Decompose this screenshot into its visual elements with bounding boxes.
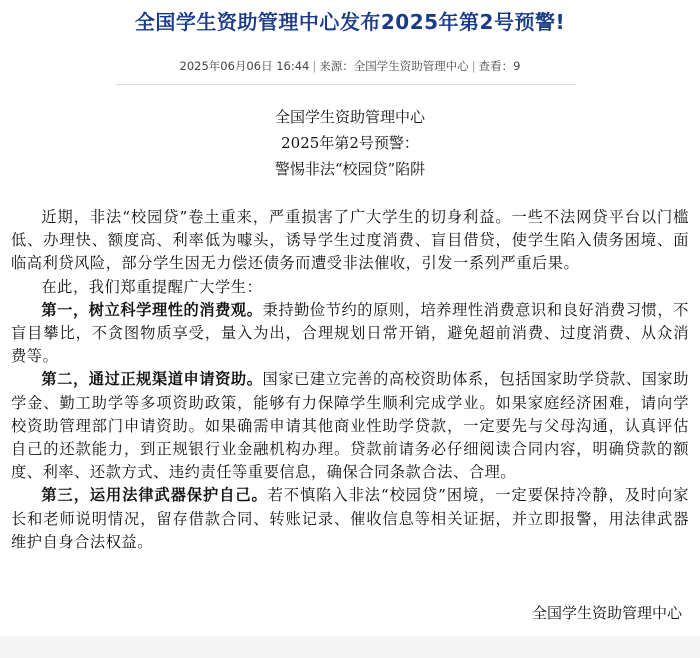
article-headline: 全国学生资助管理中心发布2025年第2号预警! — [134, 10, 566, 34]
publish-datetime: 2025年06月06日 16:44 — [179, 59, 310, 73]
header-divider — [116, 84, 576, 85]
notice-title-block — [0, 104, 700, 182]
source-name: 全国学生资助管理中心 — [353, 59, 469, 73]
paragraph-point-3 — [11, 484, 689, 554]
point-3-text: 若不慎陷入非法“校园贷”困境，一定要保持冷静，及时向家长和老师说明情况，留存借款合同、转账记录、催收信息等相关证据，并立即报警，用法律武器维护自身合法权益。 — [11, 486, 690, 551]
point-3-heading: 第三，运用法律武器保护自己。 — [41, 486, 268, 505]
notice-issuer: 全国学生资助管理中心 — [274, 108, 425, 126]
signature: 全国学生资助管理中心 — [531, 604, 682, 622]
views-count: 9 — [513, 59, 521, 73]
point-2-text: 国家已建立完善的高校资助体系，包括国家助学贷款、国家助学金、勤工助学等多项资助政策，能够有力保障学生顺利完成学业。如果家庭经济困难，请向学校资助管理部门申请资助。如果确需申请其他商业性助学贷款，一定要先与父母沟通，认真评估自己的还款能力，到正规银行业金融机构办理。贷款前请务必仔细阅读合同内容，明确贷款的额度、利率、还款方式、违约责任等重要信息，确保合同条款合法、合理。 — [11, 370, 689, 482]
notice-subject: 警惕非法“校园贷”陷阱 — [274, 160, 426, 178]
notice-number: 2025年第2号预警： — [281, 134, 419, 152]
meta-separator: | — [471, 59, 476, 73]
source-label: 来源： — [319, 59, 354, 73]
article-meta — [0, 58, 700, 74]
point-2-heading: 第二，通过正规渠道申请资助。 — [41, 370, 263, 389]
article-body — [11, 206, 689, 554]
bottom-bar — [0, 636, 700, 658]
meta-separator: | — [312, 59, 317, 73]
paragraph-intro: 近期，非法“校园贷”卷土重来，严重损害了广大学生的切身利益。一些不法网贷平台以门槛低、办理快、额度高、利率低为噱头，诱导学生过度消费、盲目借贷，使学生陷入债务困境、面临高利贷风险，部分学生因无力偿还债务而遭受非法催收，引发一系列严重后果。 — [11, 208, 689, 273]
views-label: 查看： — [478, 59, 514, 73]
point-1-text: 秉持勤俭节约的原则，培养理性消费意识和良好消费习惯，不盲目攀比，不贪图物质享受，量入为出，合理规划日常开销，避免超前消费、过度消费、从众消费等。 — [11, 300, 689, 366]
paragraph-reminder: 在此，我们郑重提醒广大学生： — [41, 277, 263, 296]
point-1-heading: 第一，树立科学理性的消费观。 — [41, 300, 263, 319]
paragraph-point-2 — [11, 368, 689, 484]
paragraph-point-1 — [11, 299, 689, 369]
